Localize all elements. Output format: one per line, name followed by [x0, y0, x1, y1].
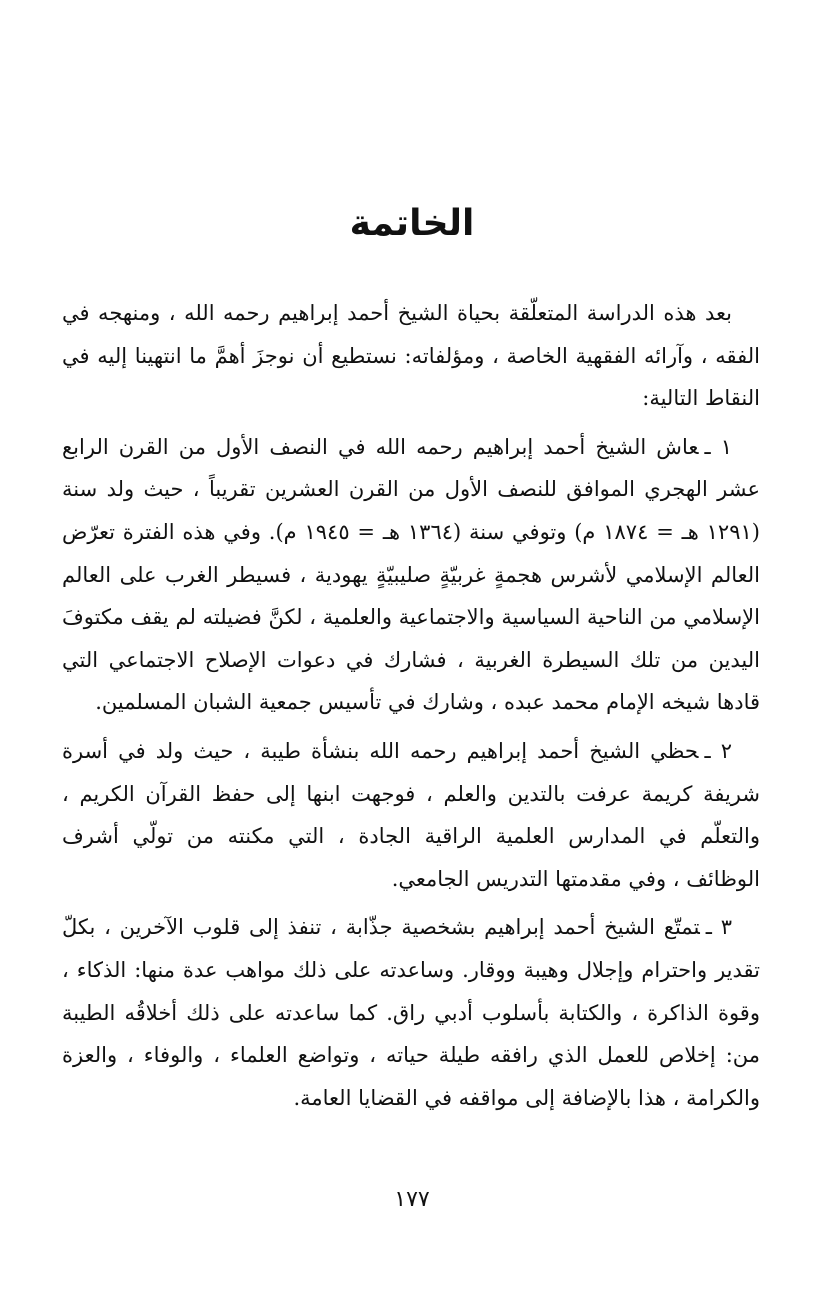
point-text-1: عاش الشيخ أحمد إبراهيم رحمه الله في النصف الأول من القرن الرابع عشر الهجري الموافق للنصف الأول من القرن العشرين تقريباً ، حيث ولد سنة (١٢٩١ هـ = ١٨٧٤ م) وتوفي سنة (١٣٦٤ هـ = ١٩٤٥ م). وفي هذه الفترة تعرّض العالم الإسلامي لأشرس هجمةٍ غربيّةٍ صليبيّةٍ يهودية ، فسيطر الغرب على العالم الإسلامي من الناحية السياسية والاجتماعية والعلمية ، لكنَّ فضيلته لم يقف مكتوفَ اليدين من تلك السيطرة الغربية ، فشارك في دعوات الإصلاح الاجتماعي التي قادها شيخه الإمام محمد عبده ، وشارك في تأسيس جمعية الشبان المسلمين. — [62, 434, 760, 715]
point-text-3: تمتّع الشيخ أحمد إبراهيم بشخصية جذّابة ، تنفذ إلى قلوب الآخرين ، بكلّ تقدير واحترام وإجلال وهيبة ووقار. وساعدته على ذلك مواهب عدة منها: الذكاء ، وقوة الذاكرة ، والكتابة بأسلوب أدبي راق. كما ساعدته على ذلك أخلاقُه الطيبة من: إخلاص للعمل الذي رافقه طيلة حياته ، وتواضع العلماء ، والوفاء ، والعزة والكرامة ، هذا بالإضافة إلى مواقفه في القضايا العامة. — [62, 915, 760, 1110]
point-number-2: ٢ ـ — [704, 738, 732, 763]
chapter-title: الخاتمة — [349, 203, 475, 244]
page-number: ١٧٧ — [394, 1187, 430, 1212]
point-text-2: حظي الشيخ أحمد إبراهيم رحمه الله بنشأة طيبة ، حيث ولد في أسرة شريفة كريمة عرفت بالتدين والعلم ، فوجهت ابنها إلى حفظ القرآن الكريم ، والتعلّم في المدارس العلمية الراقية الجادة ، التي مكنته من تولّي أشرف الوظائف ، وفي مقدمتها التدريس الجامعي. — [62, 738, 760, 891]
point-number-3: ٣ ـ — [705, 915, 733, 940]
point-paragraph-2 — [62, 730, 760, 900]
intro-paragraph: بعد هذه الدراسة المتعلّقة بحياة الشيخ أحمد إبراهيم رحمه الله ، ومنهجه في الفقه ، وآرائه الفقهية الخاصة ، ومؤلفاته: نستطيع أن نوجزَ أهمَّ ما انتهينا إليه في النقاط التالية: — [62, 301, 760, 411]
point-paragraph-1 — [62, 426, 760, 724]
body-text — [62, 292, 760, 1125]
point-number-1: ١ ـ — [704, 434, 733, 459]
point-paragraph-3 — [62, 906, 760, 1119]
